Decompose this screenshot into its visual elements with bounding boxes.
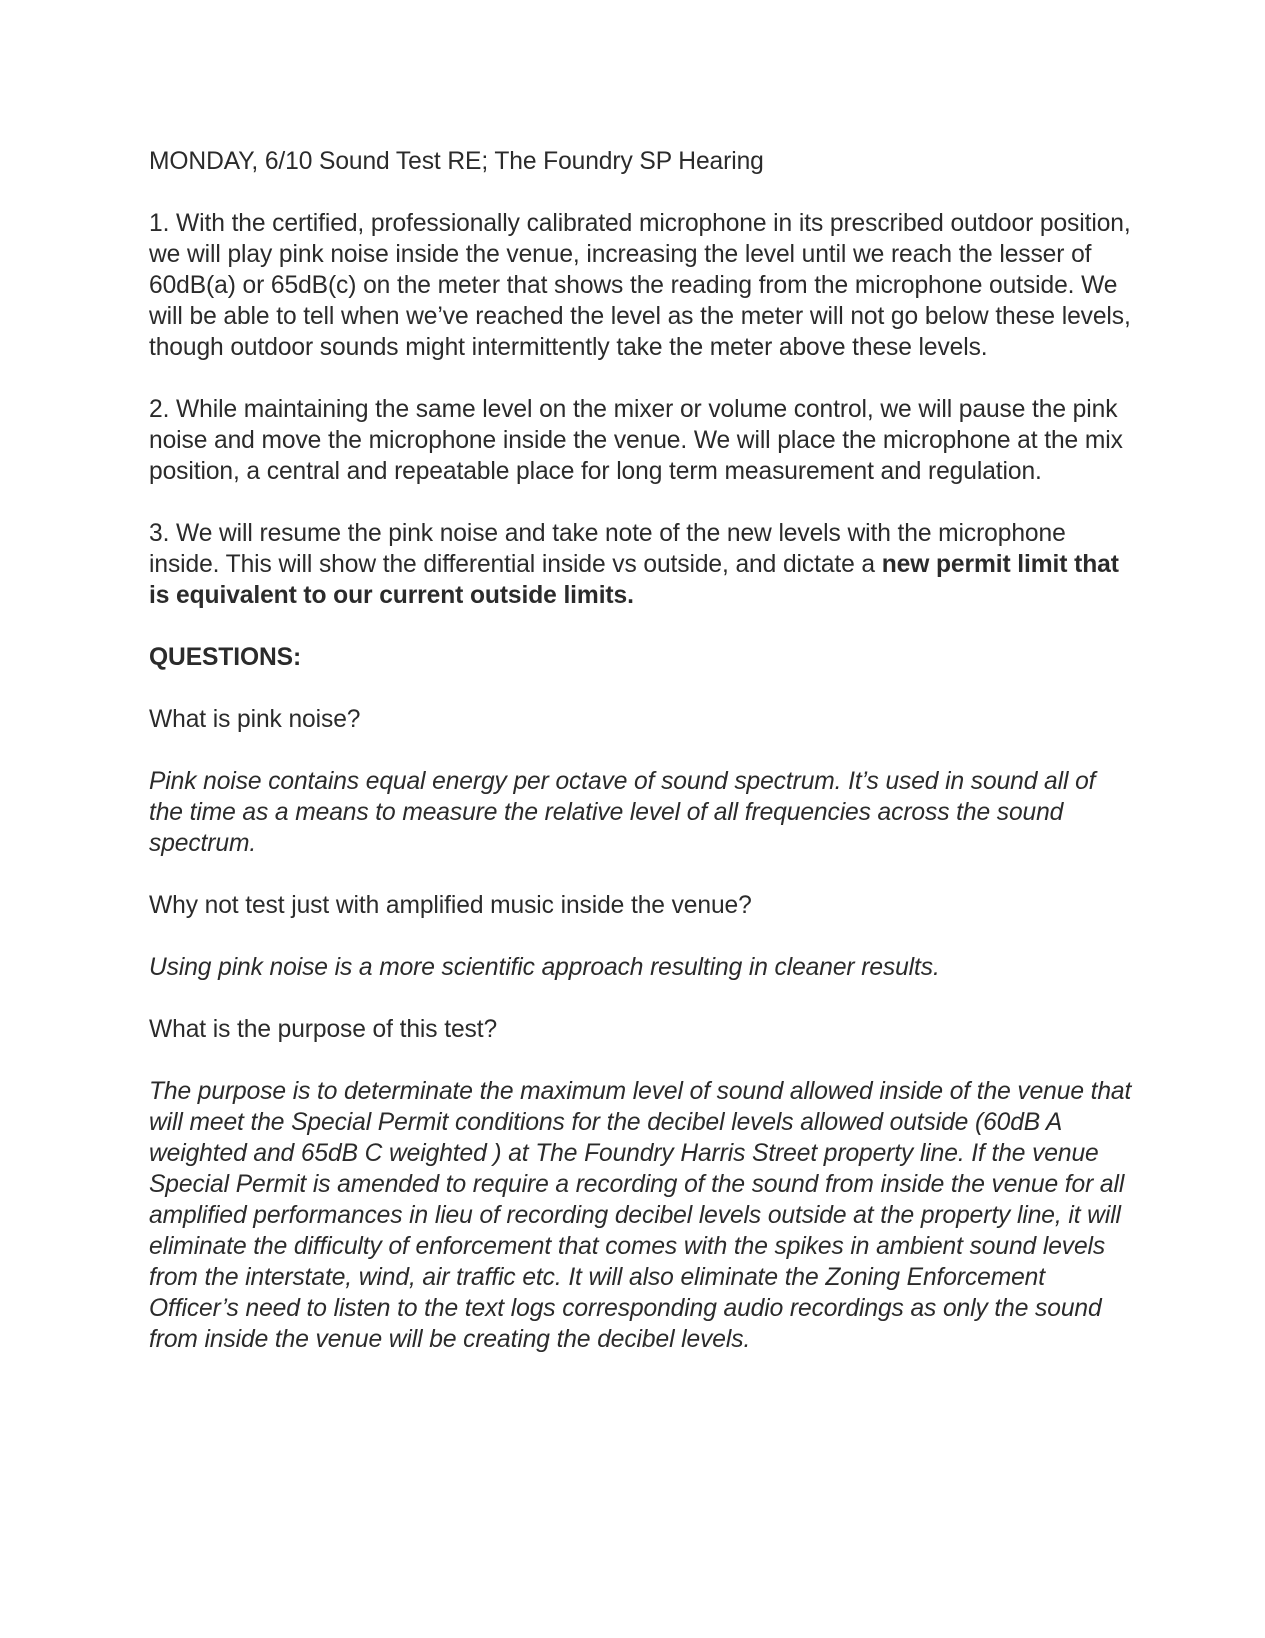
question-2: Why not test just with amplified music inside the venue? <box>149 892 752 919</box>
question-1: What is pink noise? <box>149 706 361 733</box>
answer-1: Pink noise contains equal energy per octave of sound spectrum. It’s used in sound all of the time as a means to measure the relative level of all frequencies across the sound spectrum. <box>149 768 1096 857</box>
question-3: What is the purpose of this test? <box>149 1016 498 1043</box>
step-3-text: 3. We will resume the pink noise and take note of the new levels with the microphone inside. This will show the differential inside vs outside, and dictate a <box>149 520 1066 578</box>
answer-3: The purpose is to determinate the maximum level of sound allowed inside of the venue that will meet the Special Permit conditions for the decibel levels allowed outside (60dB A weighted and 65dB C weighted ) at The Foundry Harris Street property line. If the venue Special Permit is amended to require a recording of the sound from inside the venue for all amplified performances in lieu of recording decibel levels outside at the property line, it will eliminate the difficulty of enforcement that comes with the spikes in ambient sound levels from the interstate, wind, air traffic etc. It will also eliminate the Zoning Enforcement Officer’s need to listen to the text logs corresponding audio recordings as only the sound from inside the venue will be creating the decibel levels. <box>149 1078 1132 1353</box>
answer-2: Using pink noise is a more scientific approach resulting in cleaner results. <box>149 954 940 981</box>
step-1: 1. With the certified, professionally calibrated microphone in its prescribed outdoor position, we will play pink noise inside the venue, increasing the level until we reach the lesser of 60dB(a) or 65dB(c) on the meter that shows the reading from the microphone outside. We will be able to tell when we’ve reached the level as the meter will not go below these levels, though outdoor sounds might intermittently take the meter above these levels. <box>149 210 1131 361</box>
questions-heading: QUESTIONS: <box>149 644 302 671</box>
step-2: 2. While maintaining the same level on the mixer or volume control, we will pause the pink noise and move the microphone inside the venue. We will place the microphone at the mix position, a central and repeatable place for long term measurement and regulation. <box>149 396 1123 485</box>
document-title: MONDAY, 6/10 Sound Test RE; The Foundry SP Hearing <box>149 148 764 175</box>
document-body <box>149 146 1134 1386</box>
step-3-bold-conclusion: new permit limit that is equivalent to our current outside limits. <box>149 551 1119 609</box>
step-3 <box>149 518 1134 611</box>
